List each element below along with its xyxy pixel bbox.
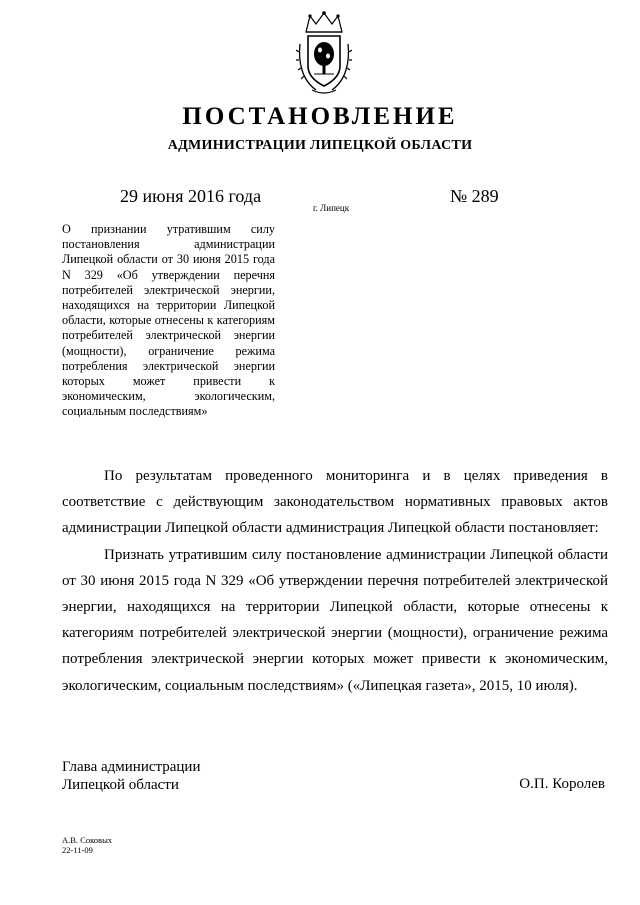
document-city: г. Липецк — [313, 203, 350, 213]
signature-name: О.П. Королев — [519, 776, 605, 792]
coat-of-arms-icon — [296, 10, 352, 96]
signature-position — [62, 758, 200, 794]
signature-position-line-2: Липецкой области — [62, 777, 179, 793]
signature-position-line-1: Глава администрации — [62, 759, 201, 775]
executor-info — [62, 835, 112, 855]
document-subject: О признании утратившим силу постановления администрации Липецкой области от 30 июня 2015 года N 329 «Об утверждении перечня потребителей электрической энергии, находящихся на территории Липецкой области, которые отнесены к категориям потребителей электрической энергии (мощности), ограничение режима потребления электрической энергии которых может привести к экономическим, экологическим, социальным последствиям» — [62, 222, 275, 419]
document-number: № 289 — [450, 186, 499, 206]
document-body — [62, 463, 608, 699]
executor-phone: 22-11-09 — [62, 845, 93, 855]
executor-name: А.В. Соковых — [62, 835, 113, 845]
document-subtitle: АДМИНИСТРАЦИИ ЛИПЕЦКОЙ ОБЛАСТИ — [167, 138, 473, 153]
document-date: 29 июня 2016 года — [120, 186, 262, 206]
document-title: ПОСТАНОВЛЕНИЕ — [182, 103, 458, 130]
body-paragraph-1: По результатам проведенного мониторинга и в целях приведения в соответствие с действующим законодательством нормативных правовых актов администрации Липецкой области администрация Липецкой области постановляет: — [62, 468, 608, 537]
body-paragraph-2: Признать утратившим силу постановление администрации Липецкой области от 30 июня 2015 года N 329 «Об утверждении перечня потребителей электрической энергии, находящихся на территории Липецкой области, которые отнесены к категориям потребителей электрической энергии (мощности), ограничение режима потребления электрической энергии которых может привести к экономическим, экологическим, социальным последствиям» («Липецкая газета», 2015, 10 июля). — [62, 546, 608, 694]
